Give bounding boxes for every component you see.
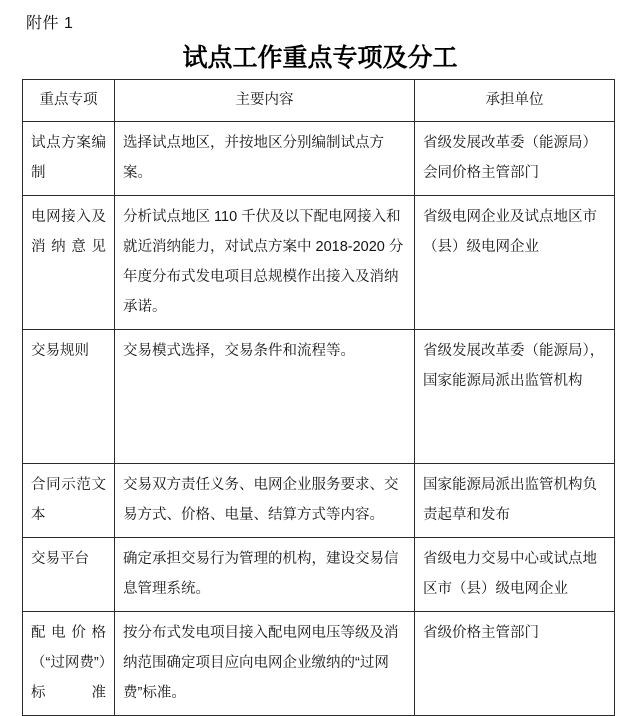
- attachment-label: 附件 1: [26, 15, 74, 32]
- row-content: 交易模式选择，交易条件和流程等。: [115, 330, 415, 464]
- table-row: [23, 612, 615, 716]
- table-row: [23, 538, 615, 612]
- table-row: [23, 196, 615, 330]
- column-header-content: 主要内容: [115, 80, 415, 122]
- row-content: 确定承担交易行为管理的机构，建设交易信息管理系统。: [115, 538, 415, 612]
- row-content: 按分布式发电项目接入配电网电压等级及消纳范围确定项目应向电网企业缴纳的“过网费”标准。: [115, 612, 415, 716]
- column-header-key: 重点专项: [23, 80, 115, 122]
- table-header-row: [23, 80, 615, 122]
- row-unit: 省级电网企业及试点地区市（县）级电网企业: [415, 196, 615, 330]
- row-content: 选择试点地区，并按地区分别编制试点方案。: [115, 122, 415, 196]
- table-row: [23, 464, 615, 538]
- spec-table: [22, 79, 615, 716]
- row-unit: 省级电力交易中心或试点地区市（县）级电网企业: [415, 538, 615, 612]
- row-key: 电网接入及消纳意见: [23, 196, 115, 330]
- table-row: [23, 330, 615, 464]
- row-content: 交易双方责任义务、电网企业服务要求、交易方式、价格、电量、结算方式等内容。: [115, 464, 415, 538]
- row-key: 合同示范文本: [23, 464, 115, 538]
- row-key: 试点方案编制: [23, 122, 115, 196]
- row-key: 交易规则: [23, 330, 115, 464]
- row-content: 分析试点地区 110 千伏及以下配电网接入和就近消纳能力，对试点方案中 2018-2020 分年度分布式发电项目总规模作出接入及消纳承诺。: [115, 196, 415, 330]
- row-key: 配电价格（“过网费”）标准: [23, 612, 115, 716]
- row-unit: 省级发展改革委（能源局），国家能源局派出监管机构: [415, 330, 615, 464]
- row-key: 交易平台: [23, 538, 115, 612]
- table-row: [23, 122, 615, 196]
- column-header-unit: 承担单位: [415, 80, 615, 122]
- row-unit: 国家能源局派出监管机构负责起草和发布: [415, 464, 615, 538]
- table-container: [22, 79, 614, 716]
- row-unit: 省级发展改革委（能源局）会同价格主管部门: [415, 122, 615, 196]
- row-unit: 省级价格主管部门: [415, 612, 615, 716]
- page-title: 试点工作重点专项及分工: [182, 44, 458, 72]
